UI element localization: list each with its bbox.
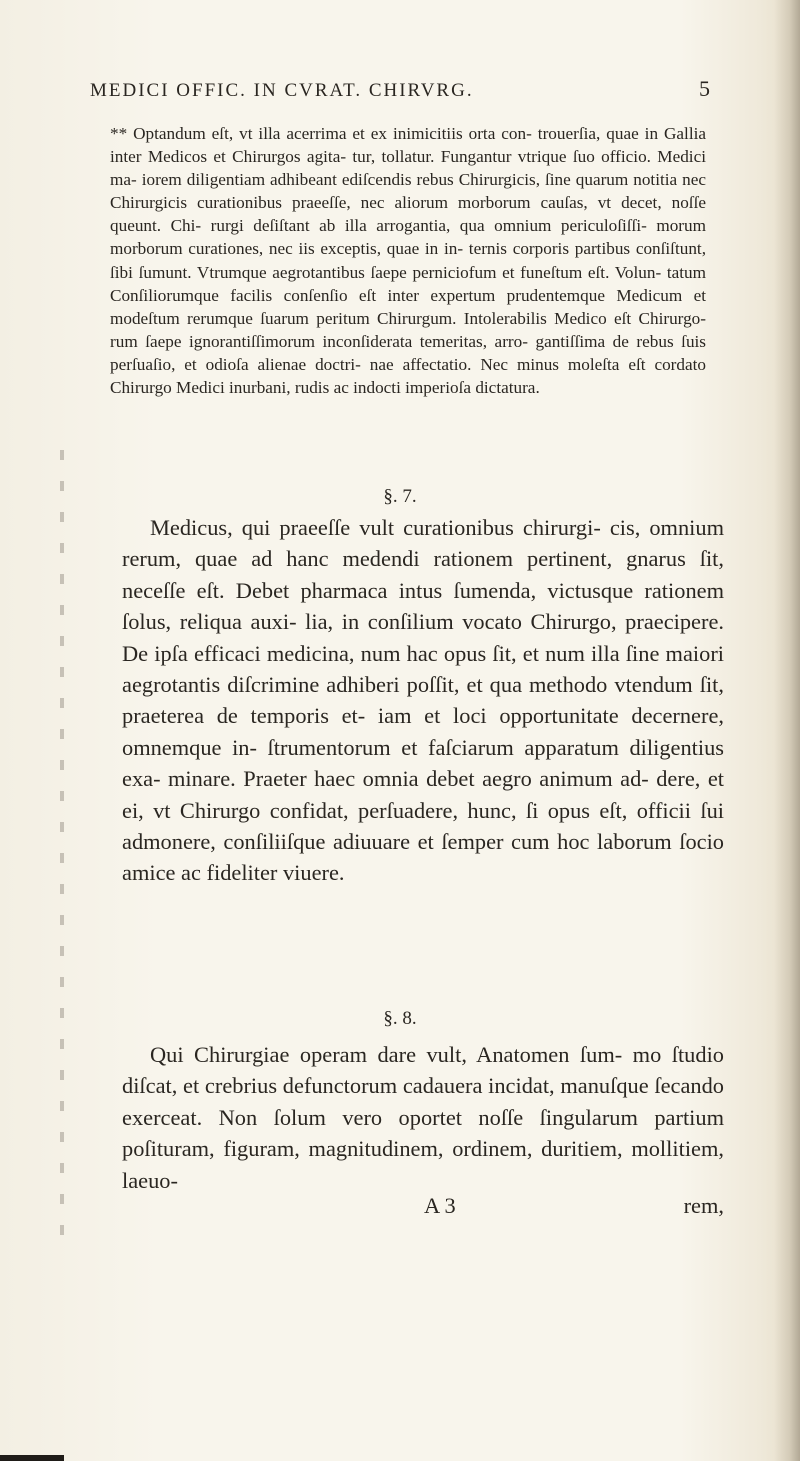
page-number: 5 bbox=[699, 76, 710, 101]
page-edge-shadow bbox=[774, 0, 800, 1461]
footnote-text: ** Optandum eſt, vt illa acerrima et ex inimicitiis orta con- trouerſia, quae in Gallia inter Medicos et Chirurgos agita- tur, tollatur. Fungantur vtrique ſuo officio. Medici ma- iorem diligentiam adhibeant ediſcendis rebus Chirurgicis, ſine quarum notitia nec Chirurgicis curationibus praeeſſe, nec aliorum morborum cauſas, vt decet, noſſe queunt. Chi- rurgi deſiſtant ab illa arrogantia, qua omnium periculoſiſſi- morum morborum curationes, nec iis exceptis, quae in in- ternis corporis partibus conſiſtunt, ſibi ſumunt. Vtrumque aegrotantibus ſaepe perniciofum et funeſtum eſt. Volun- tatum Conſiliorumque facilis conſenſio eſt inter expertum prudentemque Medicum et modeſtum rerumque ſuarum peritum Chirurgum. Intolerabilis Medico eſt Chirurgo- rum ſaepe ignorantiſſimorum inconſiderata temeritas, arro- gantiſſima de rebus ſuis perſuaſio, et odioſa alienae doctri- nae affectatio. Nec minus moleſta eſt cordato Chirurgo Medici inurbani, rudis ac indocti imperioſa dictatura. bbox=[110, 124, 706, 398]
footnote-block bbox=[110, 122, 706, 399]
section-8-body bbox=[122, 1039, 724, 1196]
catchword: rem, bbox=[683, 1193, 724, 1218]
page-header bbox=[90, 76, 710, 110]
section-7-paragraph: Medicus, qui praeeſſe vult curationibus chirurgi- cis, omnium rerum, quae ad hanc medendi rationem pertinent, gnarus ſit, neceſſe eſt. Debet pharmaca intus ſumenda, victusque rationem ſolus, reliqua auxi- lia, in conſilium vocato Chirurgo, praecipere. De ipſa efficaci medicina, num hac opus ſit, et num illa ſine maiori aegrotantis diſcrimine adhiberi poſſit, et qua methodo vtendum ſit, praeterea de temporis et- iam et loci opportunitate decernere, omnemque in- ſtrumentorum et faſciarum apparatum diligentius exa- minare. Praeter haec omnia debet aegro animum ad- dere, et ei, vt Chirurgo confidat, perſuadere, hunc, ſi opus eſt, officii ſui admonere, conſiliiſque adiuuare et ſemper cum hoc laborum ſocio amice ac fideliter viuere. bbox=[122, 515, 724, 886]
section-7-heading: §. 7. bbox=[383, 486, 417, 507]
margin-bleed-marks bbox=[60, 450, 64, 1250]
running-head: MEDICI OFFIC. IN CVRAT. CHIRVRG. bbox=[90, 80, 474, 101]
section-7-body bbox=[122, 512, 724, 889]
page-footer bbox=[122, 1193, 724, 1223]
signature-mark: A 3 bbox=[424, 1193, 456, 1218]
ink-smudge bbox=[0, 1455, 64, 1461]
section-8-paragraph: Qui Chirurgiae operam dare vult, Anatomen ſum- mo ſtudio diſcat, et crebrius defunctorum cadauera incidat, manuſque ſecando exerceat. Non ſolum vero oportet noſſe ſingularum partium poſituram, figuram, magnitudinem, ordinem, duritiem, mollitiem, laeuo- bbox=[122, 1042, 724, 1193]
section-8-heading: §. 8. bbox=[383, 1008, 417, 1029]
